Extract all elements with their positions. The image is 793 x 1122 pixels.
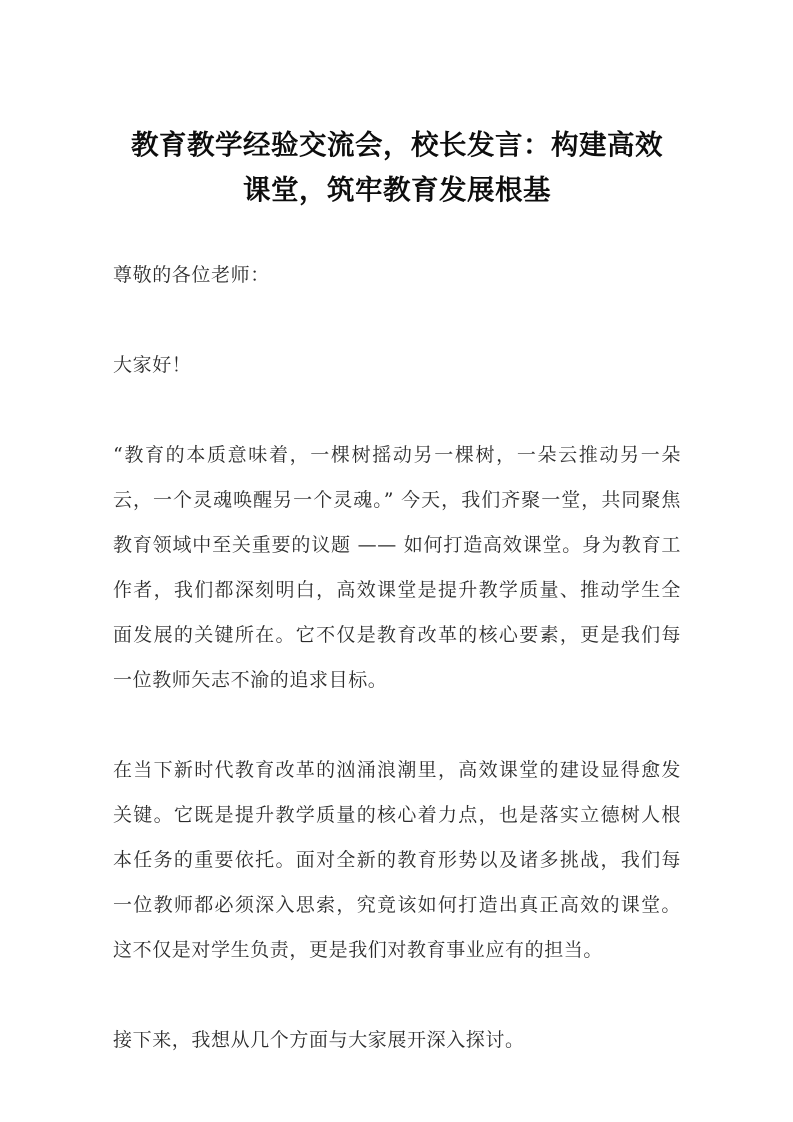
page-title-line-2: 课堂，筑牢教育发展根基 bbox=[243, 174, 551, 206]
body-paragraph: 在当下新时代教育改革的汹涌浪潮里，高效课堂的建设显得愈发关键。它既是提升教学质量的核心着力点，也是落实立德树人根本任务的重要依托。面对全新的教育形势以及诸多挑战，我们每一位教师都必须深入思索，究竟该如何打造出真正高效的课堂。这不仅是对学生负责，更是我们对教育事业应有的担当。 bbox=[113, 759, 681, 961]
document-body bbox=[113, 253, 681, 1063]
page-title bbox=[113, 0, 681, 213]
greeting-line: 大家好！ bbox=[113, 354, 192, 376]
salutation-line: 尊敬的各位老师： bbox=[113, 264, 270, 286]
document-content bbox=[113, 0, 681, 1063]
body-paragraph: “教育的本质意味着，一棵树摇动另一棵树，一朵云推动另一朵云，一个灵魂唤醒另一个灵魂。” 今天，我们齐聚一堂，共同聚焦教育领域中至关重要的议题 —— 如何打造高效课堂。身为教育工作者，我们都深刻明白，高效课堂是提升教学质量、推动学生全面发展的关键所在。它不仅是教育改革的核心要素，更是我们每一位教师矢志不渝的追求目标。 bbox=[113, 444, 681, 691]
page-title-line-1: 教育教学经验交流会，校长发言：构建高效 bbox=[131, 129, 663, 161]
body-paragraph: 接下来，我想从几个方面与大家展开深入探讨。 bbox=[113, 1029, 525, 1051]
